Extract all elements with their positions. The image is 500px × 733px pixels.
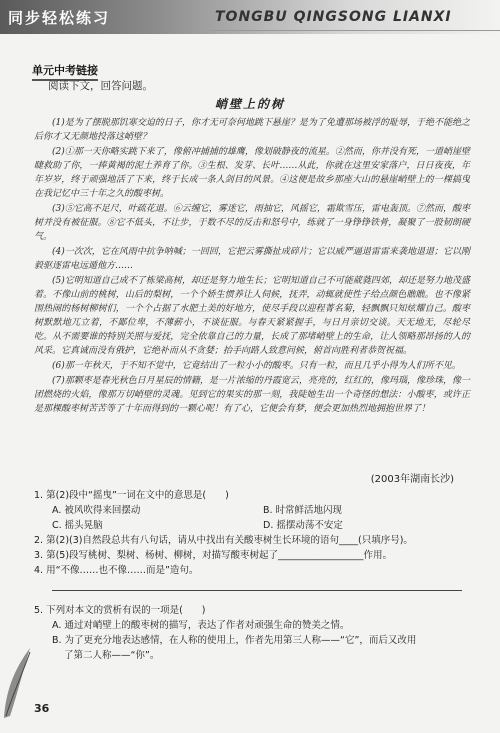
instruction-text: 阅读下文，回答问题。 bbox=[48, 80, 153, 92]
article-title: 峭壁上的树 bbox=[214, 97, 285, 111]
option-c[interactable]: C. 摇头晃脑 bbox=[52, 520, 103, 531]
question-5-option-b[interactable]: B. 为了更充分地表达感情，在人称的使用上，作者先用第三人称——“它”，而后又改用 bbox=[52, 635, 417, 646]
question-3: 3. 第(5)段写桃树、梨树、杨树、柳树，对描写酸枣树起了__________________作用。 bbox=[34, 550, 393, 561]
article-source: (2003年湖南长沙) bbox=[370, 474, 454, 485]
header-rule bbox=[210, 30, 500, 31]
paragraph: (3)⑤它高不足尺，叶疏花退。⑥云缠它，雾迷它，雨抽它，风摇它，霜欺雪压，雷电轰顶。⑦然而，酸枣树并没有被征服。⑧它不低头，不让步，于数不尽的反击和怒号中，练就了一身铮铮铁骨，凝聚了一股韧朗硬气。 bbox=[34, 204, 470, 242]
question-5-option-b-cont: 了第二人称——“你”。 bbox=[64, 650, 160, 661]
page-number: 36 bbox=[34, 702, 50, 715]
question-1-options bbox=[34, 503, 474, 533]
paragraph: (4)一次次，它在风雨中抗争呐喊；一回回，它把云雾撕扯成碎片；它以威严逼退雷雷来袭地退退；它以刚毅驱逐雷电远遁他方…… bbox=[34, 247, 470, 271]
paragraph: (6)那一年秋天，于不知不觉中，它竟结出了一粒小小的酸枣。只有一粒，而且几乎小得为人们所不见。 bbox=[52, 361, 461, 371]
option-b[interactable]: B. 时常鲜活地闪现 bbox=[263, 505, 343, 516]
answer-line[interactable] bbox=[52, 580, 462, 591]
option-a[interactable]: A. 被风吹得来回摆动 bbox=[52, 505, 141, 516]
article-body bbox=[34, 116, 470, 417]
questions-block bbox=[34, 488, 474, 663]
header-banner bbox=[0, 0, 500, 34]
header-title: 同步轻松练习 bbox=[8, 9, 111, 27]
paragraph: (2)①那一天你略实跳下来了，像俯冲捕捕的雄鹰，像划破静夜的流星。②然而，你并没有死，一道峭崖壁睫救助了你，一捧黄褐的泥土养育了你。③生根、发芽、长叶……从此，你就在这里安家落户，日日夜夜，年年岁岁，终于顽强地活了下来，终于长成一条人剑目的风景。④这便是故乡那座大山的悬崖峭壁上的一棵搞曳在我记忆中三十年之久的酸枣树。 bbox=[34, 147, 470, 199]
question-5-stem: 5. 下列对本文的赏析有误的一项是( ) bbox=[34, 605, 206, 616]
question-4: 4. 用“不像……也不像……而是”造句。 bbox=[34, 565, 199, 576]
paragraph: (1)是为了摆脱那饥寒交迫的日子，你才无可奈何地跳下悬崖？是为了免遭那场被浮的耻辱，于绝不能绝之后你才又无颜地投落这峭壁？ bbox=[34, 118, 470, 142]
question-5-option-a[interactable]: A. 通过对峭壁上的酸枣树的描写，表达了作者对顽强生命的赞美之情。 bbox=[52, 620, 350, 631]
paragraph: (5)它明知道自己成不了栋梁高树，却还是努力地生长；它明知道自己不可能葳蕤四郊，却还是努力地茂盛着。不像山前的桃树，山后的梨树，一个个娇生惯养让人伺候，抚弄，动辄就使性子给点颜色瞧瞧。也不像紧围热闹的杨树柳树们，一个个占据了水肥土美的好地方，使尽手段以迎程菁名菊，轻飘飘只知炫耀自己。酸枣树默默地兀立着，不鄙位卑，不薄薪小，不谈征服。与春天紧紧握手，与日月亲切交谈。天无地无，尽轮尽吃。从不需要谁的特别关照与爱抚，完全依靠自己的力量，长成了那堵峭壁上的生命，让人领略那昂扬的人的风采。它真诚而没有俄护，它绝补而从不贪婪；抬手向路人致意问候，俯首向胜利者恭贺祝福。 bbox=[34, 276, 470, 356]
section-heading: 单元中考链接 bbox=[32, 62, 98, 81]
option-d[interactable]: D. 摇摆动荡不安定 bbox=[263, 520, 343, 531]
question-1-stem: 1. 第(2)段中“摇曳”一词在文中的意思是( ) bbox=[34, 490, 229, 501]
header-pinyin: TONGBU QINGSONG LIANXI bbox=[215, 9, 452, 25]
question-2: 2. 第(2)(3)自然段总共有八句话，请从中找出有关酸枣树生长环境的语句____(只填序号)。 bbox=[34, 535, 413, 546]
paragraph: (7)那颗枣是春光秋色日月星辰的情籍，是一片浓缩的丹霞宽云，亮亮的，红红的，像玛瑙，像珍珠，像一团燃烧的火焰，像那万切峭壁的灵魂。见到它的果实的那一刻，我陡她生出一个奇怪的想法：小酸枣，或许正是那棵酸枣树苦苦等了十年而得到的一颗心呢！有了心，它便会有梦，便会更加热烈地拥抱世界了！ bbox=[34, 376, 470, 414]
